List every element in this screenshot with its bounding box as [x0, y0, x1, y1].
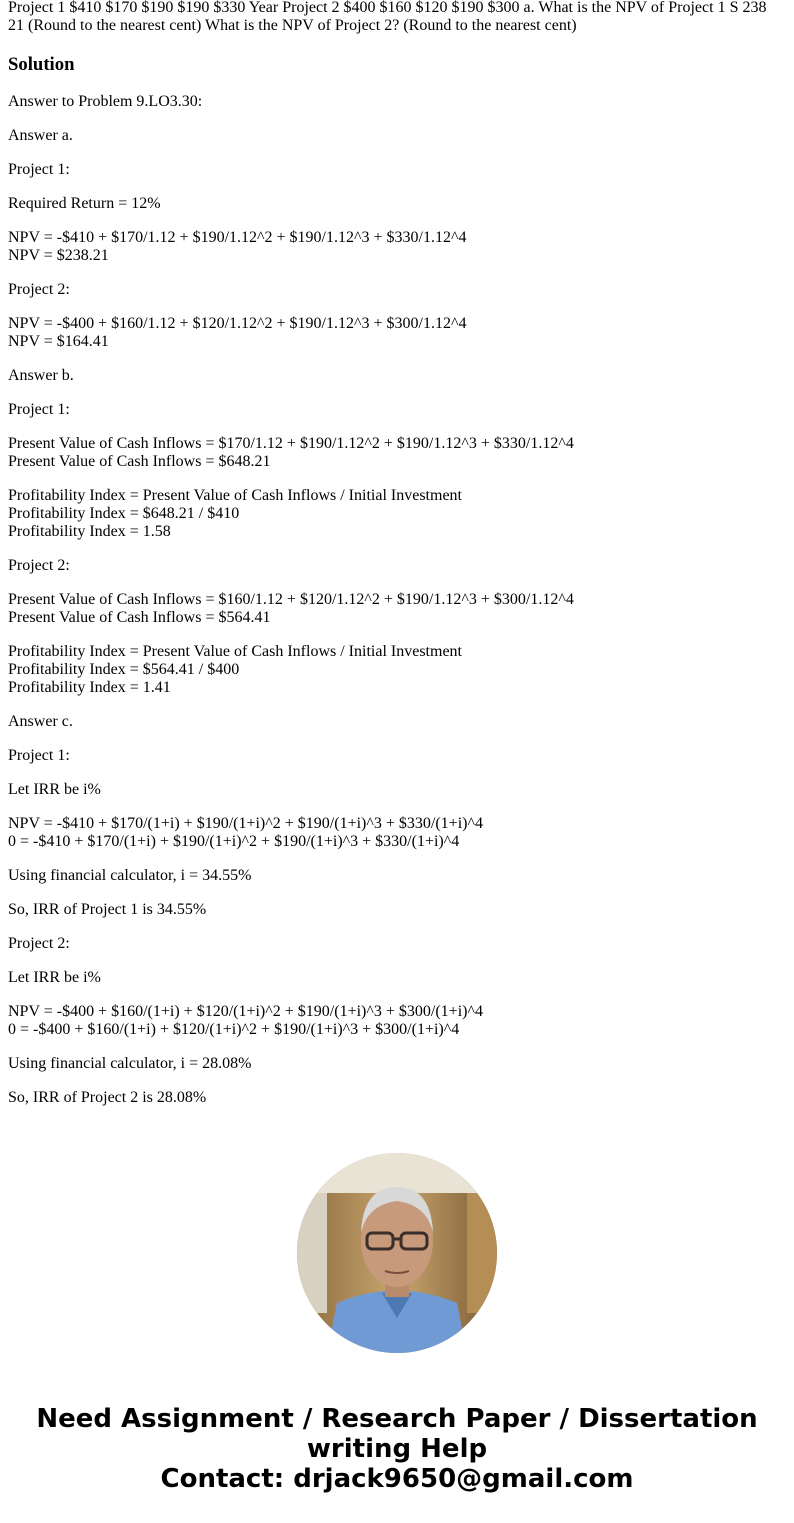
text-line: Project 2:	[8, 935, 70, 952]
text-line: Using financial calculator, i = 28.08%	[8, 1055, 252, 1072]
solution-paragraphs	[8, 93, 778, 1107]
solution-paragraph	[8, 969, 778, 987]
text-line: Project 1:	[8, 401, 70, 418]
solution-paragraph	[8, 315, 778, 351]
text-line: Answer c.	[8, 713, 73, 730]
text-line: NPV = $164.41	[8, 333, 109, 350]
solution-paragraph	[8, 643, 778, 697]
text-line: Profitability Index = $564.41 / $400	[8, 661, 240, 678]
text-line: Answer to Problem 9.LO3.30:	[8, 93, 203, 110]
text-line: Profitability Index = Present Value of Cash Inflows / Initial Investment	[8, 643, 462, 660]
text-line: NPV = $238.21	[8, 247, 109, 264]
solution-paragraph	[8, 229, 778, 265]
contact-banner	[0, 1404, 794, 1494]
text-line: Present Value of Cash Inflows = $170/1.12 + $190/1.12^2 + $190/1.12^3 + $330/1.12^4	[8, 435, 574, 452]
text-line: Profitability Index = 1.58	[8, 523, 171, 540]
text-line: Profitability Index = 1.41	[8, 679, 171, 696]
cta-line-2: writing Help	[306, 1434, 488, 1464]
solution-paragraph	[8, 435, 778, 471]
text-line: Present Value of Cash Inflows = $160/1.12 + $120/1.12^2 + $190/1.12^3 + $300/1.12^4	[8, 591, 574, 608]
text-line: Let IRR be i%	[8, 969, 101, 986]
text-line: Answer b.	[8, 367, 74, 384]
text-line: NPV = -$410 + $170/1.12 + $190/1.12^2 + $190/1.12^3 + $330/1.12^4	[8, 229, 467, 246]
text-line: Profitability Index = Present Value of Cash Inflows / Initial Investment	[8, 487, 462, 504]
author-avatar	[297, 1153, 497, 1353]
text-line: Project 1:	[8, 747, 70, 764]
solution-paragraph	[8, 1055, 778, 1073]
text-line: Project 1:	[8, 161, 70, 178]
text-line: 0 = -$400 + $160/(1+i) + $120/(1+i)^2 + $190/(1+i)^3 + $300/(1+i)^4	[8, 1021, 460, 1038]
solution-paragraph	[8, 557, 778, 575]
solution-paragraph	[8, 815, 778, 851]
text-line: Profitability Index = $648.21 / $410	[8, 505, 240, 522]
solution-paragraph	[8, 591, 778, 627]
text-line: So, IRR of Project 1 is 34.55%	[8, 901, 207, 918]
author-portrait-image	[297, 1153, 497, 1353]
text-line: Using financial calculator, i = 34.55%	[8, 867, 252, 884]
text-line: 0 = -$410 + $170/(1+i) + $190/(1+i)^2 + $190/(1+i)^3 + $330/(1+i)^4	[8, 833, 460, 850]
solution-paragraph	[8, 161, 778, 179]
text-line: Project 2:	[8, 281, 70, 298]
text-line: Required Return = 12%	[8, 195, 161, 212]
solution-paragraph	[8, 195, 778, 213]
problem-statement: Project 1 $410 $170 $190 $190 $330 Year Project 2 $400 $160 $120 $190 $300 a. What is the NPV of Project 1 S 238 21 (Round to the nearest cent) What is the NPV of Project 2? (Round to the nearest cent)	[8, 0, 767, 34]
solution-paragraph	[8, 867, 778, 885]
text-line: So, IRR of Project 2 is 28.08%	[8, 1089, 207, 1106]
text-line: NPV = -$410 + $170/(1+i) + $190/(1+i)^2 + $190/(1+i)^3 + $330/(1+i)^4	[8, 815, 483, 832]
text-line: NPV = -$400 + $160/(1+i) + $120/(1+i)^2 + $190/(1+i)^3 + $300/(1+i)^4	[8, 1003, 483, 1020]
text-line: Answer a.	[8, 127, 73, 144]
solution-paragraph	[8, 747, 778, 765]
document-body	[8, 0, 778, 1107]
text-line: NPV = -$400 + $160/1.12 + $120/1.12^2 + $190/1.12^3 + $300/1.12^4	[8, 315, 467, 332]
text-line: Let IRR be i%	[8, 781, 101, 798]
text-line: Present Value of Cash Inflows = $648.21	[8, 453, 271, 470]
solution-paragraph	[8, 1003, 778, 1039]
solution-paragraph	[8, 367, 778, 385]
solution-paragraph	[8, 487, 778, 541]
solution-paragraph	[8, 127, 778, 145]
solution-paragraph	[8, 901, 778, 919]
solution-paragraph	[8, 713, 778, 731]
solution-heading: Solution	[8, 54, 75, 75]
solution-paragraph	[8, 281, 778, 299]
cta-contact-email: Contact: drjack9650@gmail.com	[160, 1464, 634, 1494]
solution-paragraph	[8, 93, 778, 111]
solution-paragraph	[8, 935, 778, 953]
cta-line-1: Need Assignment / Research Paper / Dissertation	[36, 1404, 758, 1434]
solution-paragraph	[8, 781, 778, 799]
solution-paragraph	[8, 1089, 778, 1107]
text-line: Project 2:	[8, 557, 70, 574]
solution-paragraph	[8, 401, 778, 419]
text-line: Present Value of Cash Inflows = $564.41	[8, 609, 271, 626]
